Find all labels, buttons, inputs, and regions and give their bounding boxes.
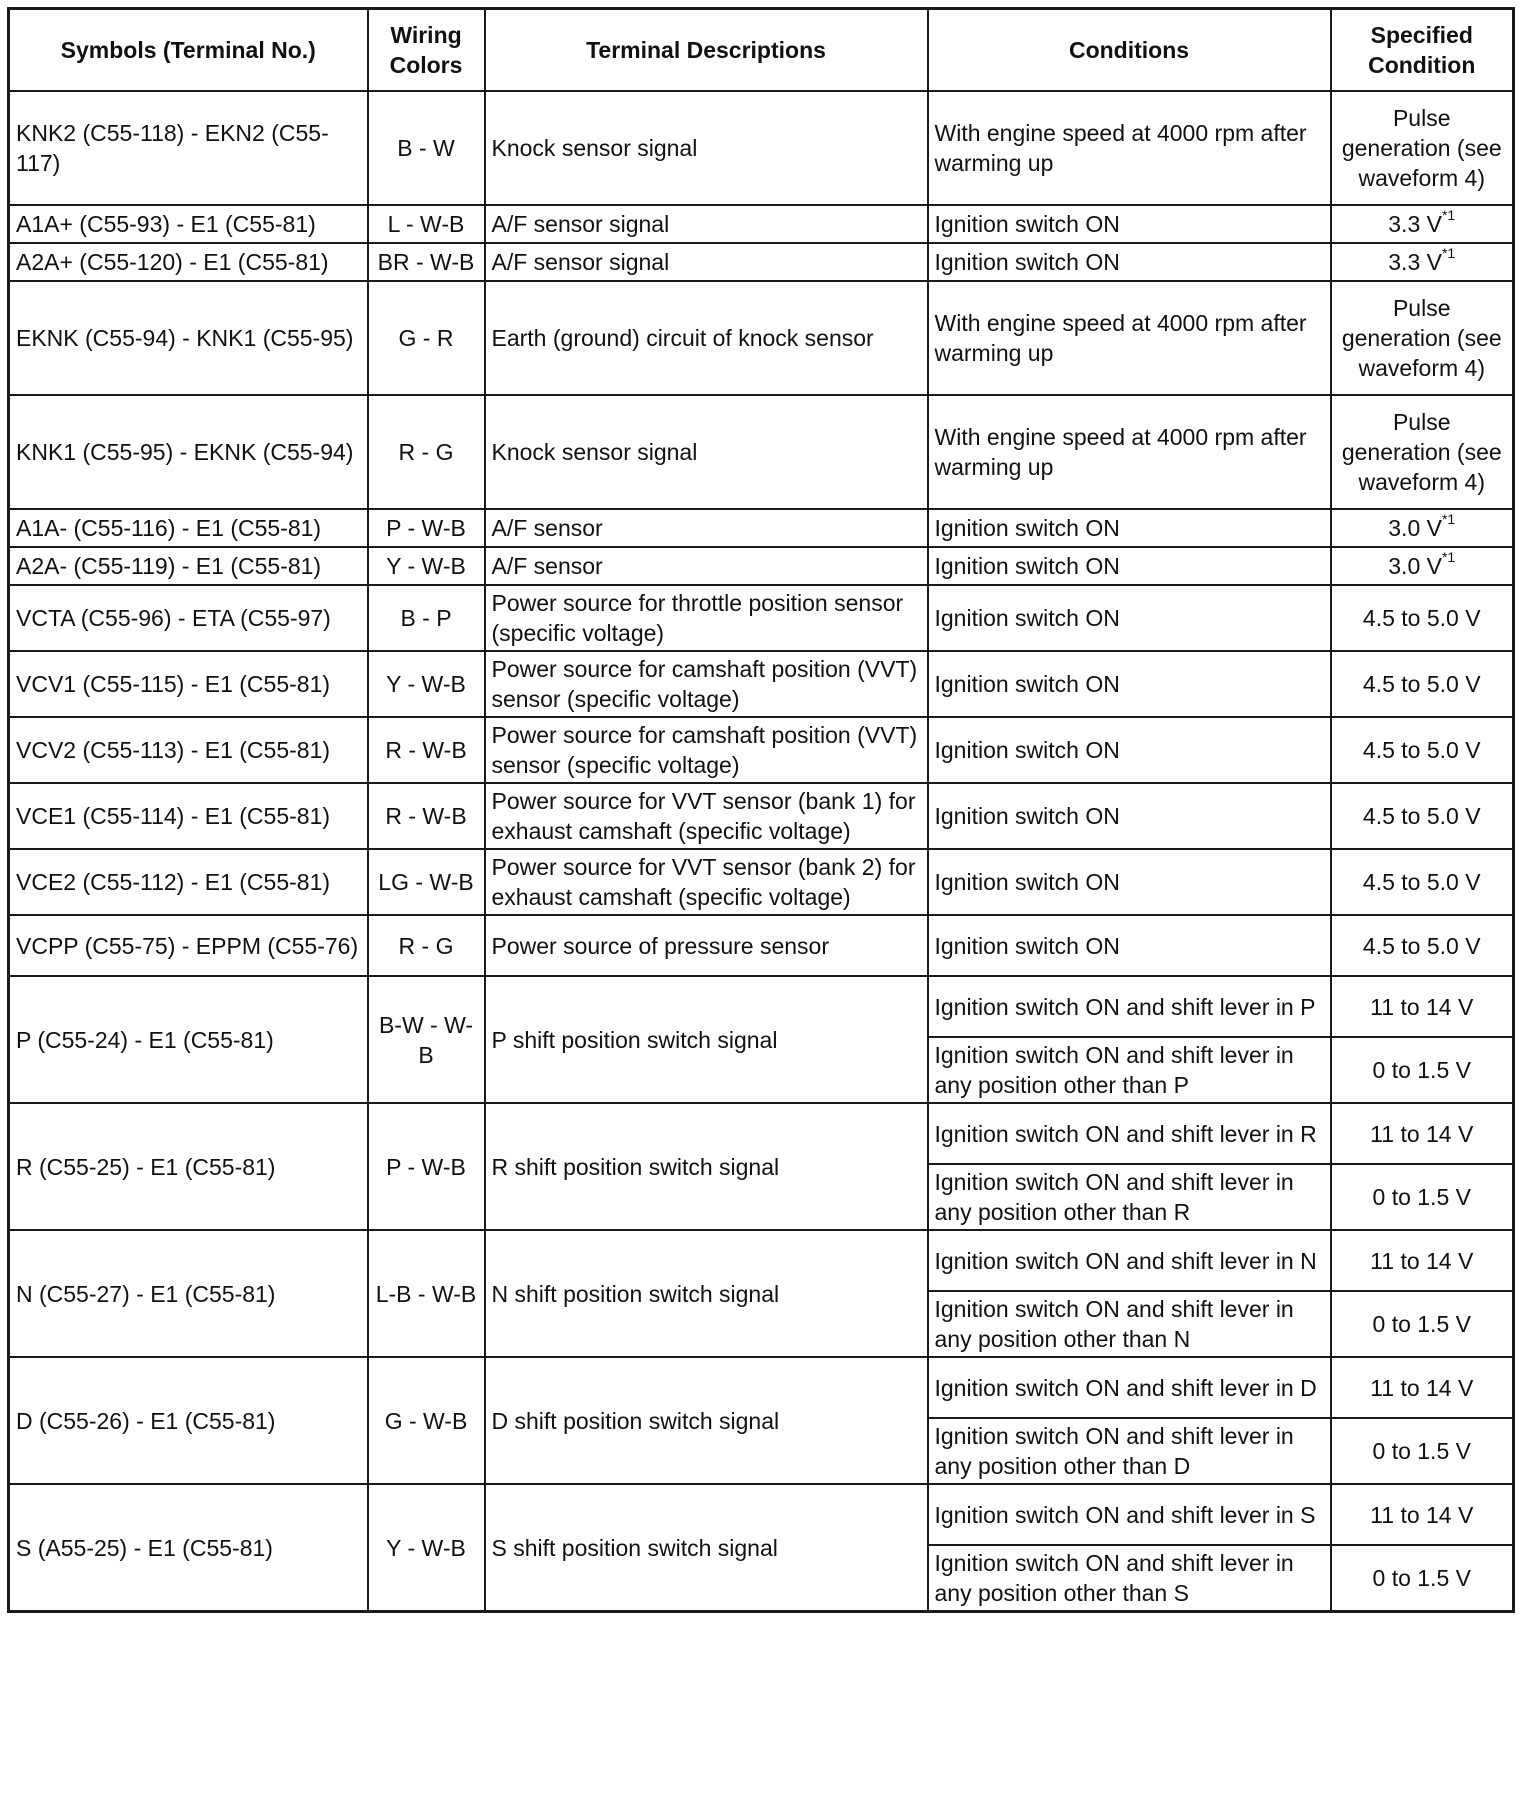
specified-value: 3.0 V bbox=[1388, 553, 1442, 579]
specified-condition: 0 to 1.5 V bbox=[1331, 1037, 1514, 1103]
table-row bbox=[9, 205, 1514, 243]
terminal-description: A/F sensor signal bbox=[485, 243, 928, 281]
specified-condition bbox=[1331, 205, 1514, 243]
condition: With engine speed at 4000 rpm after warming up bbox=[928, 281, 1331, 395]
specified-condition bbox=[1331, 547, 1514, 585]
terminal-description: A/F sensor bbox=[485, 509, 928, 547]
specified-condition bbox=[1331, 717, 1514, 783]
specified-condition: 0 to 1.5 V bbox=[1331, 1545, 1514, 1612]
specified-value: Pulse generation (see waveform 4) bbox=[1341, 409, 1502, 495]
table-row bbox=[9, 1230, 1514, 1291]
table-row bbox=[9, 651, 1514, 717]
condition: Ignition switch ON bbox=[928, 849, 1331, 915]
terminal-symbol: R (C55-25) - E1 (C55-81) bbox=[9, 1103, 368, 1230]
terminal-symbol: VCE2 (C55-112) - E1 (C55-81) bbox=[9, 849, 368, 915]
specified-condition bbox=[1331, 509, 1514, 547]
terminal-description: Power source for VVT sensor (bank 1) for exhaust camshaft (specific voltage) bbox=[485, 783, 928, 849]
specified-condition bbox=[1331, 395, 1514, 509]
terminal-symbol: KNK1 (C55-95) - EKNK (C55-94) bbox=[9, 395, 368, 509]
table-row bbox=[9, 849, 1514, 915]
terminal-symbol: VCTA (C55-96) - ETA (C55-97) bbox=[9, 585, 368, 651]
specified-condition bbox=[1331, 243, 1514, 281]
wiring-color: B - W bbox=[368, 91, 485, 205]
table-header bbox=[9, 9, 1514, 92]
terminal-symbol: A1A- (C55-116) - E1 (C55-81) bbox=[9, 509, 368, 547]
table-body bbox=[9, 91, 1514, 1612]
condition: Ignition switch ON bbox=[928, 717, 1331, 783]
condition: Ignition switch ON and shift lever in S bbox=[928, 1484, 1331, 1545]
table-row bbox=[9, 91, 1514, 205]
specified-condition bbox=[1331, 915, 1514, 976]
specified-value: 4.5 to 5.0 V bbox=[1362, 932, 1481, 959]
header-row bbox=[9, 9, 1514, 92]
table-row bbox=[9, 585, 1514, 651]
specified-condition bbox=[1331, 783, 1514, 849]
terminal-description: Knock sensor signal bbox=[485, 395, 928, 509]
wiring-color: G - R bbox=[368, 281, 485, 395]
terminal-symbol: N (C55-27) - E1 (C55-81) bbox=[9, 1230, 368, 1357]
footnote-marker: *1 bbox=[1441, 207, 1456, 224]
terminal-symbol: P (C55-24) - E1 (C55-81) bbox=[9, 976, 368, 1103]
specified-condition: 11 to 14 V bbox=[1331, 1230, 1514, 1291]
terminal-description: Knock sensor signal bbox=[485, 91, 928, 205]
condition: Ignition switch ON and shift lever in any position other than N bbox=[928, 1291, 1331, 1357]
specified-value: 3.3 V bbox=[1388, 211, 1442, 237]
specified-condition: 0 to 1.5 V bbox=[1331, 1418, 1514, 1484]
terminal-symbol: A2A- (C55-119) - E1 (C55-81) bbox=[9, 547, 368, 585]
specified-value: 4.5 to 5.0 V bbox=[1362, 737, 1481, 763]
terminal-description: P shift position switch signal bbox=[485, 976, 928, 1103]
condition: Ignition switch ON and shift lever in D bbox=[928, 1357, 1331, 1418]
table-row bbox=[9, 281, 1514, 395]
header-terminal-descriptions: Terminal Descriptions bbox=[485, 9, 928, 92]
condition: Ignition switch ON bbox=[928, 585, 1331, 651]
table-row bbox=[9, 915, 1514, 976]
table-row bbox=[9, 509, 1514, 547]
wiring-color: Y - W-B bbox=[368, 651, 485, 717]
wiring-color: Y - W-B bbox=[368, 547, 485, 585]
wiring-color: R - W-B bbox=[368, 717, 485, 783]
wiring-color: R - W-B bbox=[368, 783, 485, 849]
table-row bbox=[9, 1103, 1514, 1164]
specified-condition: 0 to 1.5 V bbox=[1331, 1164, 1514, 1230]
specified-value: Pulse generation (see waveform 4) bbox=[1341, 295, 1502, 381]
specified-value: 3.3 V bbox=[1388, 249, 1442, 275]
condition: Ignition switch ON bbox=[928, 243, 1331, 281]
specified-value: 3.0 V bbox=[1388, 515, 1442, 541]
terminal-description: S shift position switch signal bbox=[485, 1484, 928, 1612]
condition: Ignition switch ON and shift lever in N bbox=[928, 1230, 1331, 1291]
wiring-color: LG - W-B bbox=[368, 849, 485, 915]
specified-condition: 11 to 14 V bbox=[1331, 1357, 1514, 1418]
specified-condition: 0 to 1.5 V bbox=[1331, 1291, 1514, 1357]
wiring-color: L-B - W-B bbox=[368, 1230, 485, 1357]
specified-value: 4.5 to 5.0 V bbox=[1362, 671, 1481, 697]
table-row bbox=[9, 1484, 1514, 1545]
footnote-marker: *1 bbox=[1441, 245, 1456, 262]
table-row bbox=[9, 547, 1514, 585]
wiring-color: B - P bbox=[368, 585, 485, 651]
terminal-symbol: KNK2 (C55-118) - EKN2 (C55-117) bbox=[9, 91, 368, 205]
specified-condition: 11 to 14 V bbox=[1331, 1103, 1514, 1164]
wiring-color: R - G bbox=[368, 915, 485, 976]
wiring-color: L - W-B bbox=[368, 205, 485, 243]
terminal-description: D shift position switch signal bbox=[485, 1357, 928, 1484]
terminal-symbol: VCE1 (C55-114) - E1 (C55-81) bbox=[9, 783, 368, 849]
table-row bbox=[9, 1357, 1514, 1418]
terminal-description: Power source for camshaft position (VVT) sensor (specific voltage) bbox=[485, 651, 928, 717]
condition: Ignition switch ON and shift lever in any position other than R bbox=[928, 1164, 1331, 1230]
wiring-color: P - W-B bbox=[368, 509, 485, 547]
terminal-symbol: VCV2 (C55-113) - E1 (C55-81) bbox=[9, 717, 368, 783]
specified-value: 4.5 to 5.0 V bbox=[1362, 803, 1481, 829]
wiring-color: B-W - W-B bbox=[368, 976, 485, 1103]
footnote-marker: *1 bbox=[1441, 511, 1456, 528]
condition: Ignition switch ON and shift lever in any position other than P bbox=[928, 1037, 1331, 1103]
wiring-color: BR - W-B bbox=[368, 243, 485, 281]
terminal-symbol: VCV1 (C55-115) - E1 (C55-81) bbox=[9, 651, 368, 717]
table-row bbox=[9, 395, 1514, 509]
specified-condition bbox=[1331, 281, 1514, 395]
terminal-description: N shift position switch signal bbox=[485, 1230, 928, 1357]
condition: Ignition switch ON bbox=[928, 205, 1331, 243]
terminal-description: A/F sensor bbox=[485, 547, 928, 585]
specified-condition bbox=[1331, 651, 1514, 717]
terminal-symbol: EKNK (C55-94) - KNK1 (C55-95) bbox=[9, 281, 368, 395]
condition: Ignition switch ON bbox=[928, 651, 1331, 717]
terminal-symbol: A2A+ (C55-120) - E1 (C55-81) bbox=[9, 243, 368, 281]
terminal-symbol: S (A55-25) - E1 (C55-81) bbox=[9, 1484, 368, 1612]
terminal-symbol: VCPP (C55-75) - EPPM (C55-76) bbox=[9, 915, 368, 976]
footnote-marker: *1 bbox=[1441, 549, 1456, 566]
condition: Ignition switch ON and shift lever in P bbox=[928, 976, 1331, 1037]
condition: Ignition switch ON and shift lever in any position other than D bbox=[928, 1418, 1331, 1484]
header-symbols: Symbols (Terminal No.) bbox=[9, 9, 368, 92]
wiring-color: Y - W-B bbox=[368, 1484, 485, 1612]
specified-value: 4.5 to 5.0 V bbox=[1362, 869, 1481, 895]
terminal-description: Power source for throttle position sensor (specific voltage) bbox=[485, 585, 928, 651]
table-row bbox=[9, 717, 1514, 783]
specified-value: Pulse generation (see waveform 4) bbox=[1341, 105, 1502, 191]
header-conditions: Conditions bbox=[928, 9, 1331, 92]
condition: Ignition switch ON bbox=[928, 915, 1331, 976]
table-row bbox=[9, 976, 1514, 1037]
terminal-symbol: A1A+ (C55-93) - E1 (C55-81) bbox=[9, 205, 368, 243]
terminal-description: Power source for VVT sensor (bank 2) for exhaust camshaft (specific voltage) bbox=[485, 849, 928, 915]
wiring-color: R - G bbox=[368, 395, 485, 509]
terminal-description: R shift position switch signal bbox=[485, 1103, 928, 1230]
condition: Ignition switch ON bbox=[928, 783, 1331, 849]
condition: Ignition switch ON and shift lever in R bbox=[928, 1103, 1331, 1164]
specified-condition: 11 to 14 V bbox=[1331, 976, 1514, 1037]
header-wiring-colors: Wiring Colors bbox=[368, 9, 485, 92]
specified-condition bbox=[1331, 91, 1514, 205]
terminal-description: A/F sensor signal bbox=[485, 205, 928, 243]
header-specified-condition: Specified Condition bbox=[1331, 9, 1514, 92]
table-row bbox=[9, 243, 1514, 281]
specified-condition: 11 to 14 V bbox=[1331, 1484, 1514, 1545]
terminal-symbol: D (C55-26) - E1 (C55-81) bbox=[9, 1357, 368, 1484]
terminal-description: Earth (ground) circuit of knock sensor bbox=[485, 281, 928, 395]
condition: Ignition switch ON and shift lever in any position other than S bbox=[928, 1545, 1331, 1612]
terminal-description: Power source of pressure sensor bbox=[485, 915, 928, 976]
condition: With engine speed at 4000 rpm after warming up bbox=[928, 91, 1331, 205]
terminal-spec-table bbox=[7, 7, 1515, 1613]
wiring-color: G - W-B bbox=[368, 1357, 485, 1484]
wiring-color: P - W-B bbox=[368, 1103, 485, 1230]
table-row bbox=[9, 783, 1514, 849]
condition: Ignition switch ON bbox=[928, 509, 1331, 547]
condition: With engine speed at 4000 rpm after warming up bbox=[928, 395, 1331, 509]
specified-condition bbox=[1331, 849, 1514, 915]
terminal-spec-document bbox=[7, 7, 1512, 1613]
specified-condition bbox=[1331, 585, 1514, 651]
terminal-description: Power source for camshaft position (VVT) sensor (specific voltage) bbox=[485, 717, 928, 783]
condition: Ignition switch ON bbox=[928, 547, 1331, 585]
specified-value: 4.5 to 5.0 V bbox=[1362, 605, 1481, 631]
